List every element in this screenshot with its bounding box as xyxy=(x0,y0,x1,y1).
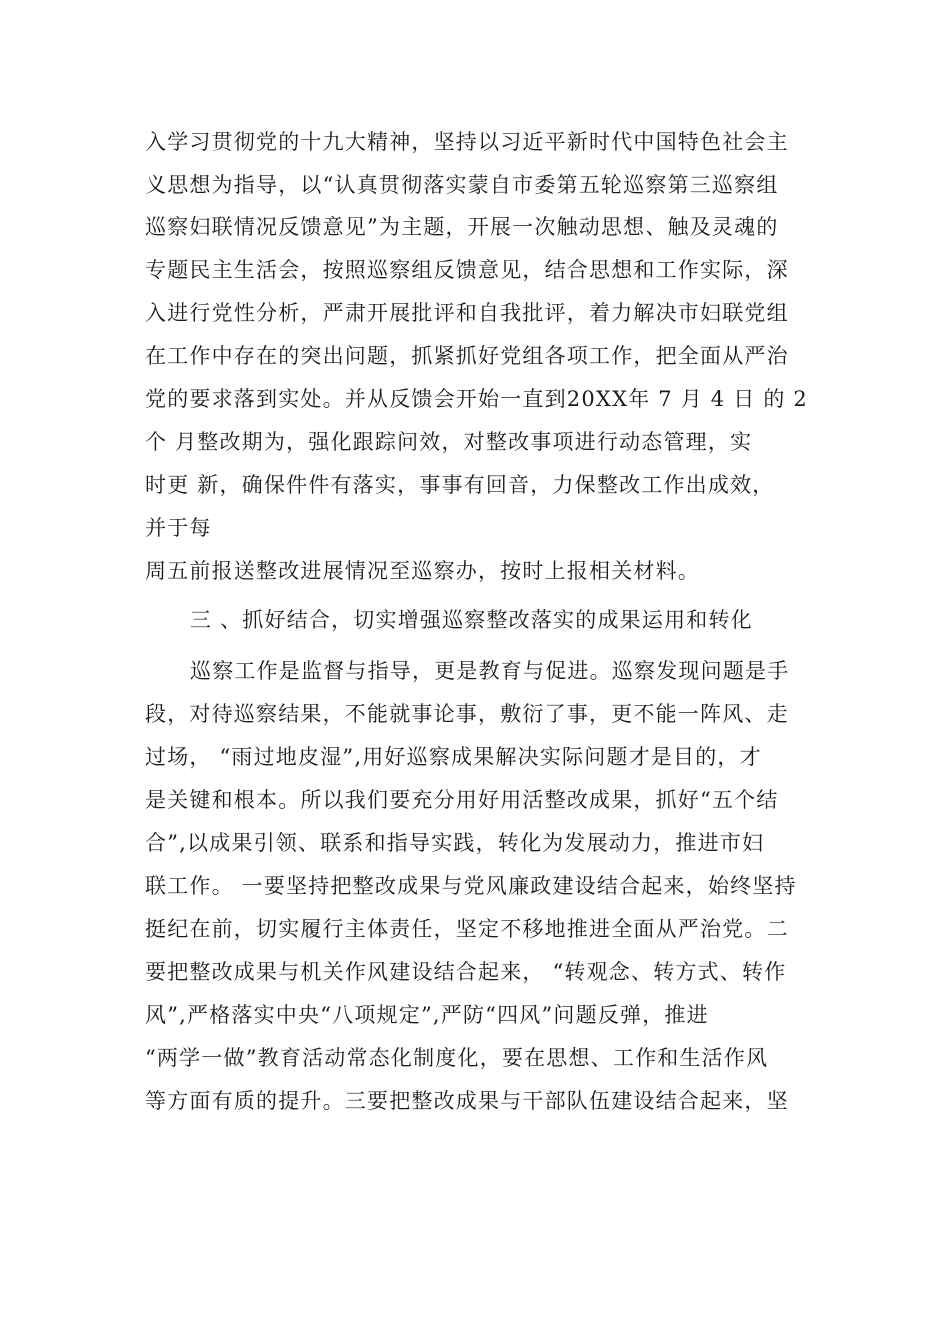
text-line: 在工作中存在的突出问题，抓紧抓好党组各项工作，把全面从严治 xyxy=(145,344,789,368)
text-line: 个 月整改期为，强化跟踪问效，对整改事项进行动态管理，实 xyxy=(145,430,753,454)
text-line: 挺纪在前，切实履行主体责任，坚定不移地推进全面从严治党。二 xyxy=(145,917,789,941)
text-line: 入进行党性分析，严肃开展批评和自我批评，着力解决市妇联党组 xyxy=(145,301,789,325)
text-line: 等方面有质的提升。三要把整改成果与干部队伍建设结合起来，坚 xyxy=(145,1089,789,1113)
text-line: 专题民主生活会，按照巡察组反馈意见，结合思想和工作实际，深 xyxy=(145,258,789,282)
text-line: 是关键和根本。所以我们要充分用好用活整改成果，抓好“五个结 xyxy=(145,788,779,812)
text-line: 时更 新，确保件件有落实，事事有回音，力保整改工作出成效， xyxy=(145,473,775,497)
text-line: 段，对待巡察结果，不能就事论事，敷衍了事，更不能一阵风、走 xyxy=(145,702,789,726)
text-line: 党的要求落到实处。并从反馈会开始一直到20XX年 7 月 4 日 的 2 xyxy=(145,387,808,411)
text-line: 义思想为指导，以“认真贯彻落实蒙自市委第五轮巡察第三巡察组 xyxy=(145,173,779,197)
text-line: 要把整改成果与机关作风建设结合起来， “转观念、转方式、转作 xyxy=(145,960,787,984)
section-heading: 三 、抓好结合，切实增强巡察整改落实的成果运用和转化 xyxy=(190,608,753,632)
text-line: 合”,以成果引领、联系和指导实践，转化为发展动力，推进市妇 xyxy=(145,831,765,855)
text-line: 过场， “雨过地皮湿”,用好巡察成果解决实际问题才是目的，才 xyxy=(145,745,762,769)
text-line: 风”,严格落实中央“八项规定”,严防“四风”问题反弹，推进 xyxy=(145,1003,709,1027)
text-line: 入学习贯彻党的十九大精神，坚持以习近平新时代中国特色社会主 xyxy=(145,130,789,154)
text-line: “两学一做”教育活动常态化制度化，要在思想、工作和生活作风 xyxy=(145,1046,769,1070)
paragraph-first-line: 巡察工作是监督与指导，更是教育与促进。巡察发现问题是手 xyxy=(190,659,790,683)
text-line: 联工作。 一要坚持把整改成果与党风廉政建设结合起来，始终坚持 xyxy=(145,874,797,898)
text-line: 并于每 xyxy=(145,516,212,540)
text-line: 周五前报送整改进展情况至巡察办，按时上报相关材料。 xyxy=(145,559,700,583)
text-line: 巡察妇联情况反馈意见”为主题，开展一次触动思想、触及灵魂的 xyxy=(145,215,779,239)
